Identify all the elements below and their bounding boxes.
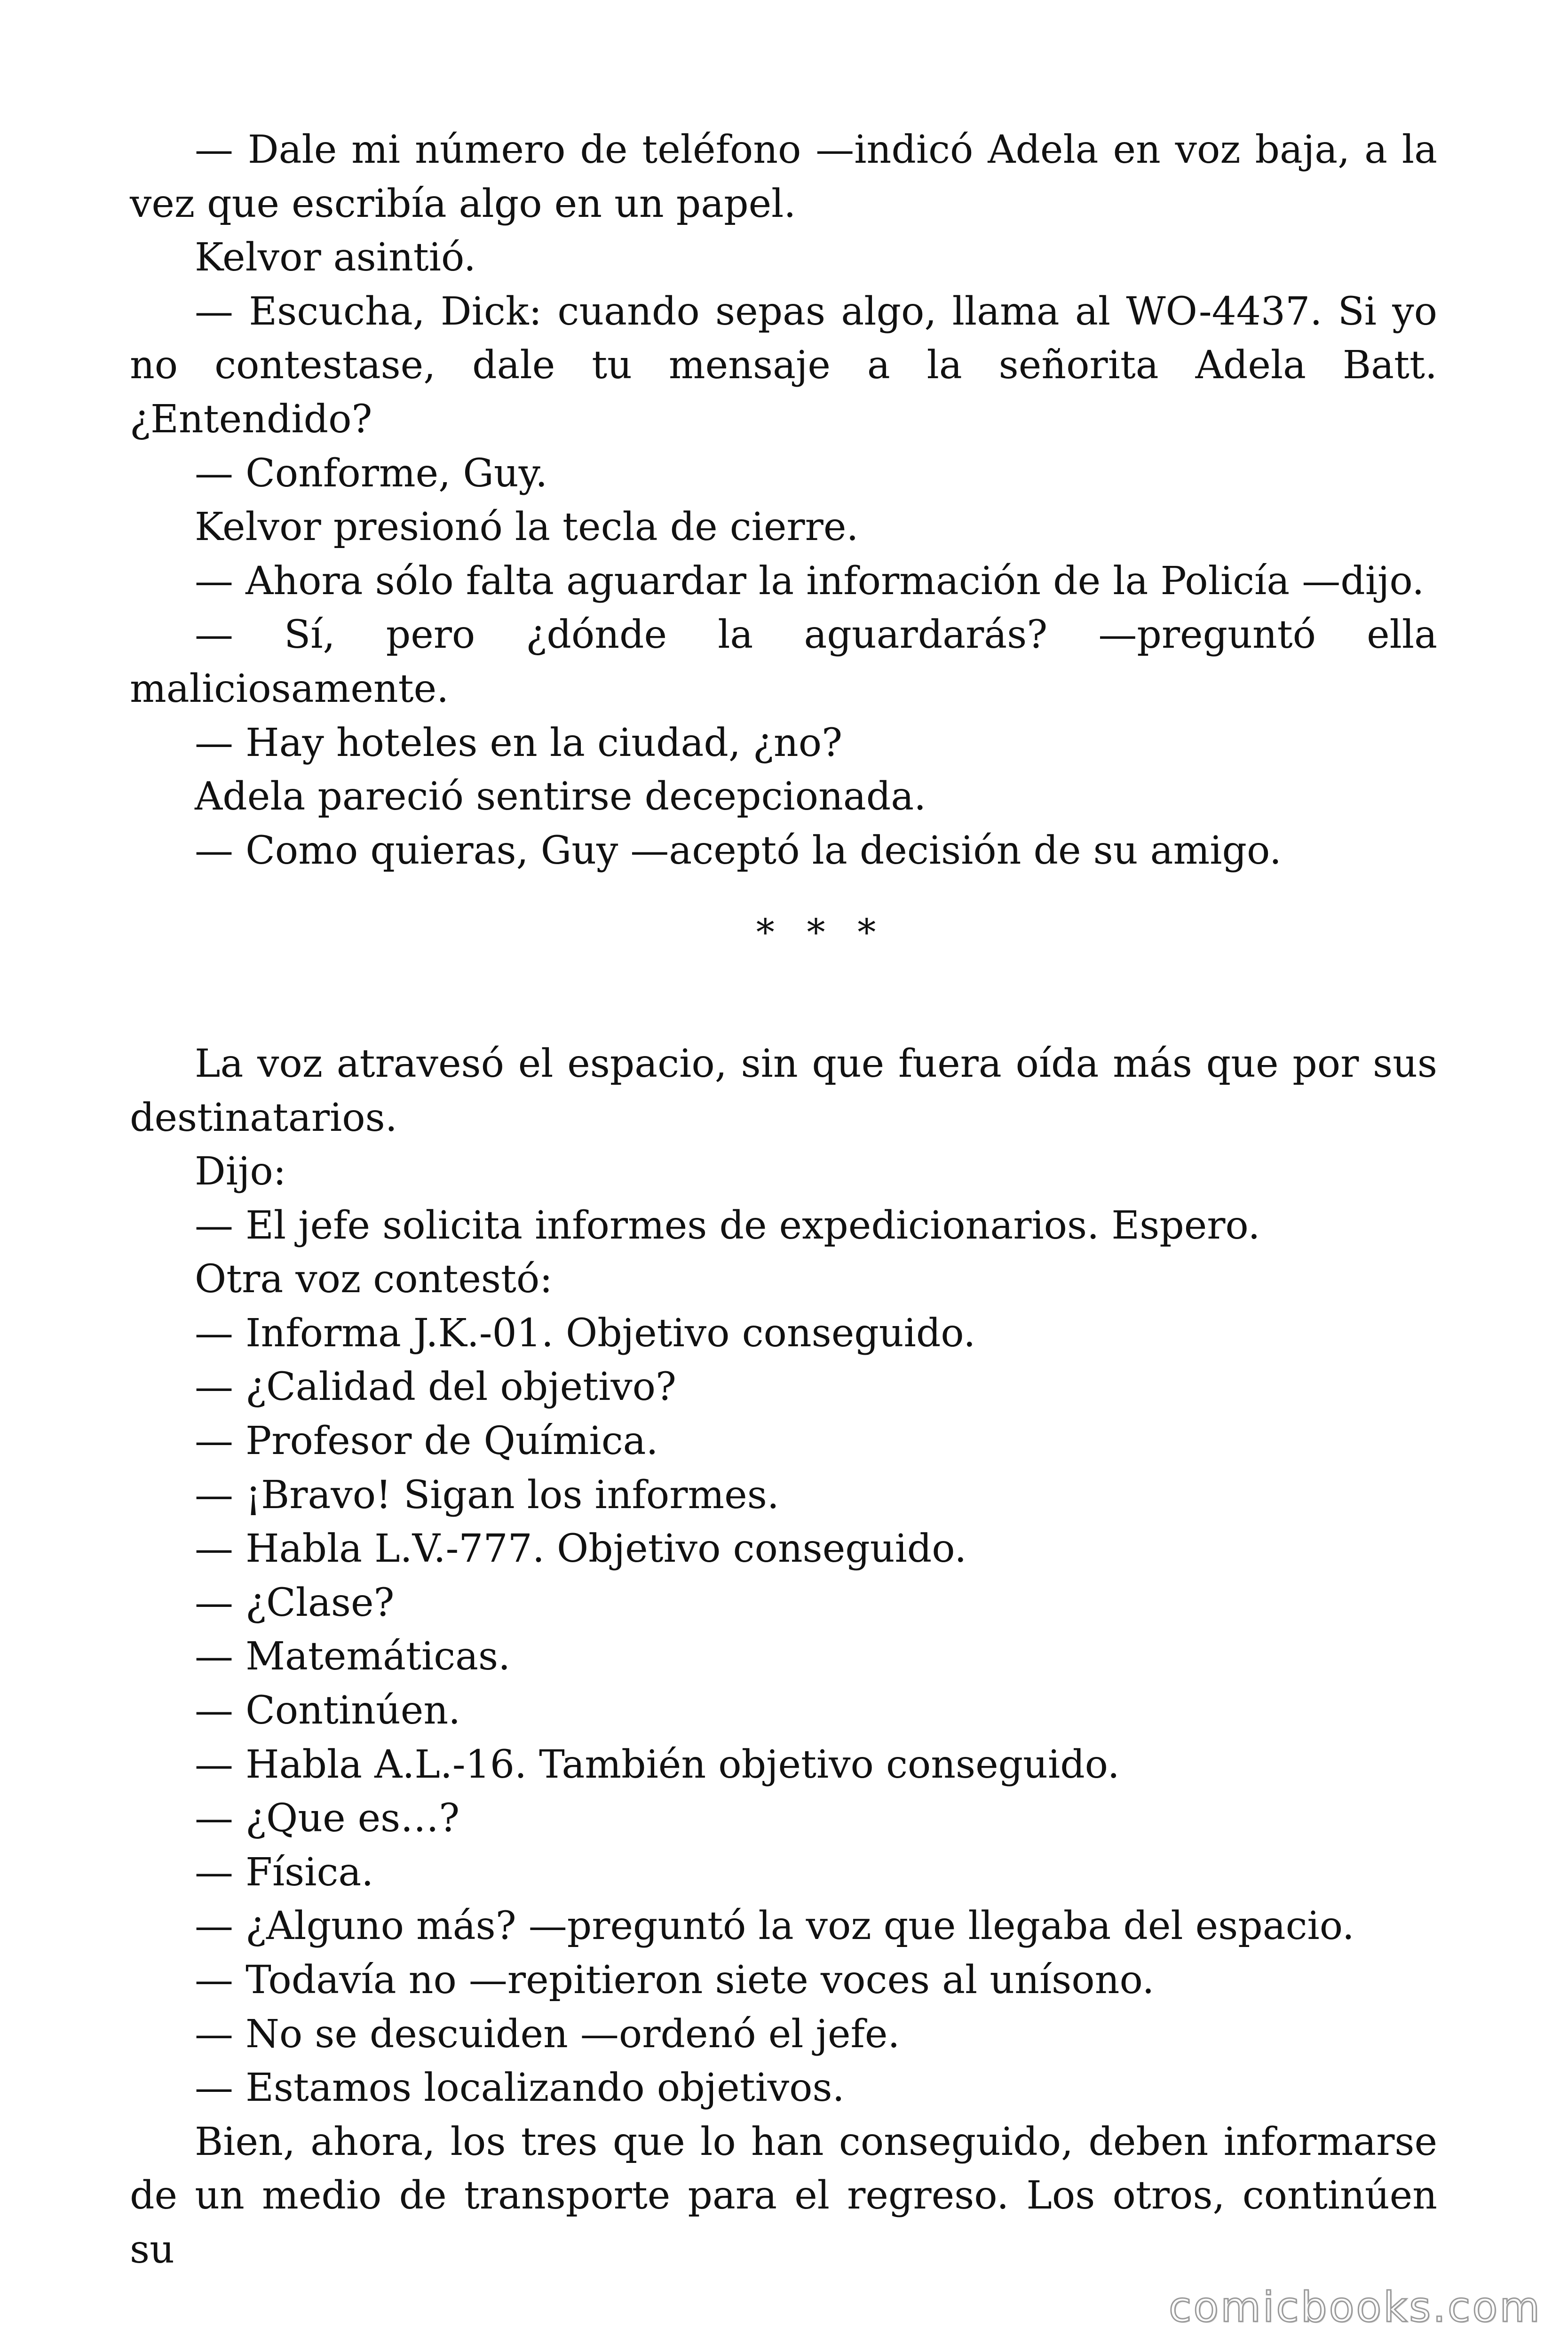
paragraph: — Como quieras, Guy —aceptó la decisión de su amigo. <box>195 828 1282 873</box>
paragraph: — Dale mi número de teléfono —indicó Adela en voz baja, a la vez que escribía algo en un papel. <box>130 127 1437 226</box>
paragraph: — ¿Clase? <box>195 1580 395 1625</box>
paragraph: La voz atravesó el espacio, sin que fuera oída más que por sus destinatarios. <box>130 1041 1437 1140</box>
paragraph: Otra voz contestó: <box>195 1257 553 1302</box>
paragraph: Kelvor asintió. <box>195 235 476 280</box>
paragraph: — No se descuiden —ordenó el jefe. <box>195 2011 900 2057</box>
text-section-before <box>130 123 1437 878</box>
paragraph: Bien, ahora, los tres que lo han conseguido, deben informarse de un medio de transporte para el regreso. Los otros, continúen su <box>130 2119 1437 2272</box>
paragraph: — Ahora sólo falta aguardar la información de la Policía —dijo. <box>195 558 1425 604</box>
paragraph: — Hay hoteles en la ciudad, ¿no? <box>195 720 843 765</box>
paragraph: — Escucha, Dick: cuando sepas algo, llama al WO-4437. Si yo no contestase, dale tu mensaje a la señorita Adela Batt. ¿Entendido? <box>130 289 1437 442</box>
paragraph: — Todavía no —repitieron siete voces al unísono. <box>195 1958 1155 2002</box>
paragraph: — Continúen. <box>195 1688 461 1733</box>
paragraph: — Matemáticas. <box>195 1634 511 1679</box>
paragraph: Dijo: <box>195 1149 286 1194</box>
page-body <box>130 123 1437 2277</box>
paragraph: — ¡Bravo! Sigan los informes. <box>195 1472 779 1518</box>
paragraph: — Estamos localizando objetivos. <box>195 2066 845 2111</box>
watermark: comicbooks.com <box>1168 2283 1542 2331</box>
paragraph: — ¿Alguno más? —preguntó la voz que llegaba del espacio. <box>195 1904 1354 1949</box>
paragraph: — Profesor de Química. <box>195 1419 658 1464</box>
paragraph: — Física. <box>195 1850 374 1895</box>
paragraph: — Conforme, Guy. <box>195 451 548 496</box>
paragraph: Adela pareció sentirse decepcionada. <box>195 774 927 819</box>
paragraph: — Informa J.K.-01. Objetivo conseguido. <box>195 1311 976 1356</box>
section-separator: * * * <box>756 912 887 954</box>
paragraph: Kelvor presionó la tecla de cierre. <box>195 505 859 550</box>
text-section-after <box>130 1037 1437 2277</box>
paragraph: — Habla A.L.-16. También objetivo conseguido. <box>195 1742 1120 1787</box>
paragraph: — ¿Que es…? <box>195 1796 460 1841</box>
paragraph: — El jefe solicita informes de expedicionarios. Espero. <box>195 1203 1260 1248</box>
paragraph: — Habla L.V.-777. Objetivo conseguido. <box>195 1526 967 1572</box>
paragraph: — Sí, pero ¿dónde la aguardarás? —preguntó ella maliciosamente. <box>130 612 1437 711</box>
paragraph: — ¿Calidad del objetivo? <box>195 1365 676 1410</box>
